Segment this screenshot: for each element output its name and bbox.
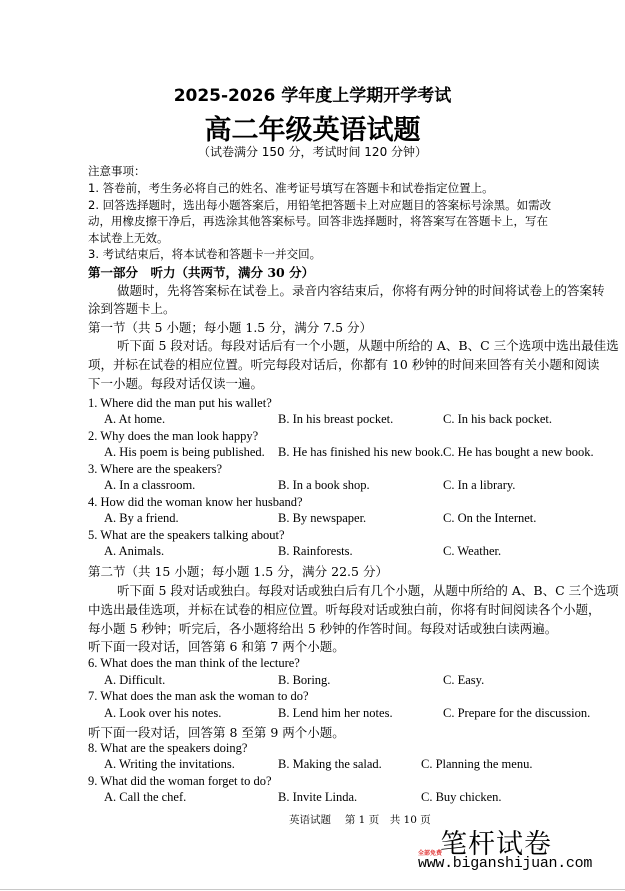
notes-heading: 注意事项： (88, 164, 146, 178)
part1-heading: 第一部分 听力（共两节，满分 30 分） (88, 265, 315, 280)
question-9: 9. What did the woman forget to do? (88, 774, 272, 788)
question-3: 3. Where are the speakers? (88, 462, 223, 476)
group-prompt: 听下面一段对话，回答第 6 和第 7 两个小题。 (88, 639, 345, 654)
option-a: A. By a friend. (104, 511, 179, 525)
question-5: 5. What are the speakers talking about? (88, 528, 285, 542)
option-b: B. Making the salad. (278, 757, 382, 771)
option-a: A. Animals. (104, 544, 165, 558)
part1-intro-line: 做题时，先将答案标在试卷上。录音内容结束后，你将有两分钟的时间将试卷上的答案转 (117, 283, 605, 298)
page-footer: 英语试题 第 1 页 共 10 页 (289, 814, 431, 826)
section2-instruction: 听下面 5 段对话或独白。每段对话或独白后有几个小题，从题中所给的 A、B、C 三个选项 (117, 583, 619, 598)
question-7: 7. What does the man ask the woman to do? (88, 689, 309, 703)
option-c: C. On the Internet. (443, 511, 537, 525)
section1-instruction: 项，并标在试卷的相应位置。听完每段对话后，你都有 10 秒钟的时间来回答有关小题和阅读 (88, 357, 600, 372)
section2-instruction: 每小题 5 秒钟；听完后，各小题将给出 5 秒钟的作答时间。每段对话或独白读两遍。 (88, 621, 558, 636)
section2-heading: 第二节（共 15 小题；每小题 1.5 分，满分 22.5 分） (88, 564, 388, 579)
question-2: 2. Why does the man look happy? (88, 429, 259, 443)
note-line: 1. 答卷前，考生务必将自己的姓名、准考证号填写在答题卡和试卷指定位置上。 (88, 181, 494, 195)
option-c: C. Planning the menu. (421, 757, 533, 771)
question-1: 1. Where did the man put his wallet? (88, 396, 272, 410)
exam-title: 2025-2026 学年度上学期开学考试 (173, 86, 452, 106)
option-a: A. Writing the invitations. (104, 757, 235, 771)
note-line: 3. 考试结束后，将本试卷和答题卡一并交回。 (88, 247, 322, 261)
option-b: B. Invite Linda. (278, 790, 358, 804)
question-8: 8. What are the speakers doing? (88, 741, 248, 755)
option-c: C. He has bought a new book. (443, 445, 594, 459)
watermark-brand: 笔杆试卷 (440, 829, 552, 860)
section1-instruction: 下一小题。每段对话仅读一遍。 (88, 376, 264, 391)
option-a: A. At home. (104, 412, 166, 426)
option-c: C. Buy chicken. (421, 790, 502, 804)
question-6: 6. What does the man think of the lecture? (88, 656, 300, 670)
watermark-tag: 全部免费 (418, 850, 443, 857)
option-c: C. Easy. (443, 673, 485, 687)
option-a: A. Call the chef. (104, 790, 187, 804)
note-line: 动，用橡皮擦干净后，再选涂其他答案标号。回答非选择题时，将答案写在答题卡上，写在 (88, 214, 548, 228)
option-b: B. In a book shop. (278, 478, 370, 492)
page-bottom-divider (0, 889, 625, 890)
option-b: B. In his breast pocket. (278, 412, 394, 426)
section1-heading: 第一节（共 5 小题；每小题 1.5 分，满分 7.5 分） (88, 320, 373, 335)
option-a: A. Look over his notes. (104, 706, 222, 720)
option-b: B. Rainforests. (278, 544, 353, 558)
note-line: 2. 回答选择题时，选出每小题答案后，用铅笔把答题卡上对应题目的答案标号涂黑。如需改 (88, 198, 552, 212)
option-c: C. Prepare for the discussion. (443, 706, 591, 720)
option-c: C. Weather. (443, 544, 502, 558)
watermark-url: www.biganshijuan.com (418, 855, 593, 872)
option-c: C. In a library. (443, 478, 516, 492)
paper-info: （试卷满分 150 分，考试时间 120 分钟） (197, 145, 428, 159)
option-a: A. In a classroom. (104, 478, 196, 492)
option-a: A. Difficult. (104, 673, 166, 687)
option-c: C. In his back pocket. (443, 412, 553, 426)
option-b: B. Lend him her notes. (278, 706, 393, 720)
option-b: B. By newspaper. (278, 511, 367, 525)
option-a: A. His poem is being published. (104, 445, 265, 459)
paper-title: 高二年级英语试题 (204, 115, 421, 146)
option-b: B. Boring. (278, 673, 331, 687)
note-line: 本试卷上无效。 (88, 231, 169, 245)
part1-intro-line: 涂到答题卡上。 (88, 301, 176, 316)
option-b: B. He has finished his new book. (278, 445, 444, 459)
question-4: 4. How did the woman know her husband? (88, 495, 303, 509)
section2-instruction: 中选出最佳选项，并标在试卷的相应位置。听每段对话或独白前，你将有时间阅读各个小题， (88, 602, 601, 617)
section1-instruction: 听下面 5 段对话。每段对话后有一个小题，从题中所给的 A、B、C 三个选项中选出最佳选 (117, 338, 619, 353)
group-prompt: 听下面一段对话，回答第 8 至第 9 两个小题。 (88, 725, 345, 740)
